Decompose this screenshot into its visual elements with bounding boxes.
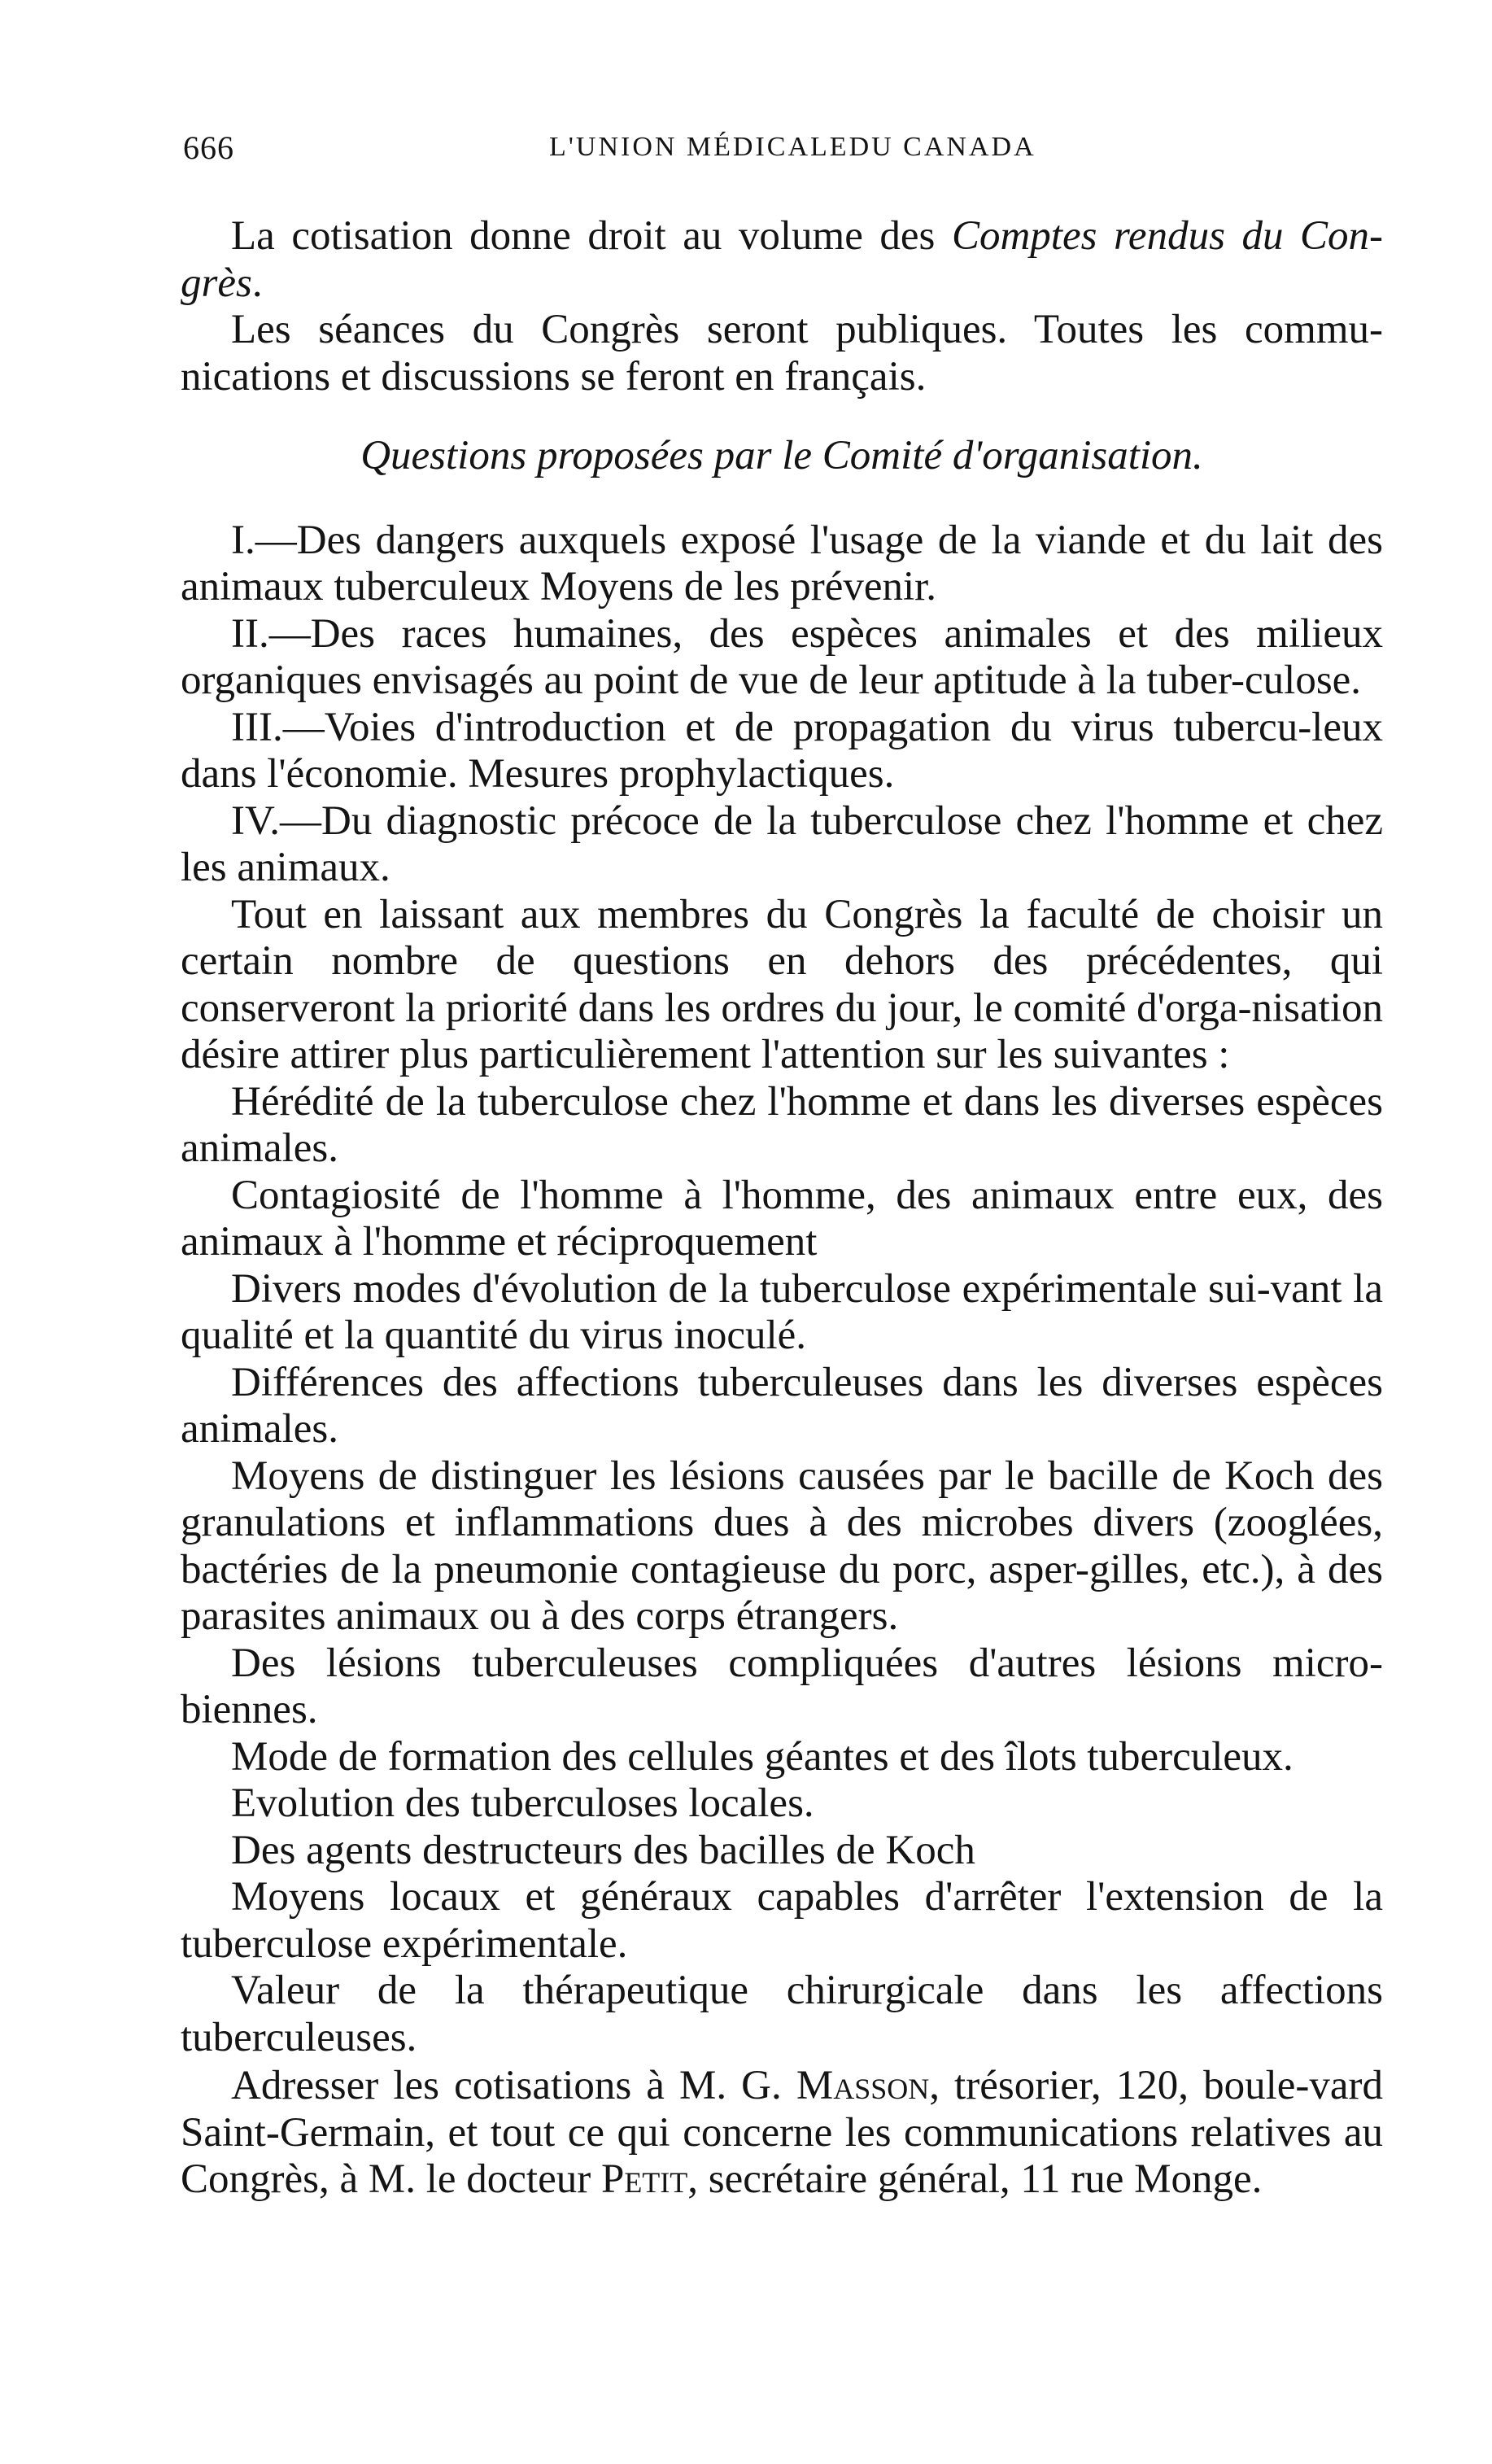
choice-paragraph: Tout en laissant aux membres du Congrès la faculté de choisir un certain nombre de questions en dehors des précédentes, qui conserveront la priorité dans les ordres du jour, le comité d'orga-nisation désire attirer plus particulièrement l'attention sur les suivantes : bbox=[181, 891, 1383, 1077]
questions-heading: Questions proposées par le Comité d'organisation. bbox=[360, 433, 1203, 478]
topic-item: Divers modes d'évolution de la tuberculose expérimentale sui-vant la qualité et la quantité du virus inoculé. bbox=[181, 1265, 1383, 1358]
topic-item: Des lésions tuberculeuses compliquées d'autres lésions micro-biennes. bbox=[181, 1640, 1383, 1732]
comptes-rendus-title: Comptes rendus du Con-grès bbox=[181, 213, 1383, 306]
question-item: II.—Des races humaines, des espèces animales et des milieux organiques envisagés au point de vue de leur aptitude à la tuber-culose. bbox=[181, 610, 1383, 703]
topic-item: Des agents destructeurs des bacilles de Koch bbox=[231, 1827, 975, 1873]
seances-paragraph: Les séances du Congrès seront publiques. Toutes les commu-nications et discussions se feront en français. bbox=[181, 307, 1383, 400]
topic-item: Différences des affections tuberculeuses dans les diverses espèces animales. bbox=[181, 1359, 1383, 1452]
topic-item: Evolution des tuberculoses locales. bbox=[231, 1780, 814, 1826]
page-header bbox=[183, 129, 1371, 177]
running-title: L'UNION MÉDICALEDU CANADA bbox=[549, 132, 1036, 162]
topic-item: Moyens de distinguer les lésions causées par le bacille de Koch des granulations et inflammations dues à des microbes divers (zooglées, bactéries de la pneumonie contagieuse du porc, asper-gilles, etc.), à des parasites animaux ou à des corps étrangers. bbox=[181, 1453, 1383, 1639]
question-item: IV.—Du diagnostic précoce de la tuberculose chez l'homme et chez les animaux. bbox=[181, 797, 1383, 890]
topic-item: Mode de formation des cellules géantes et des îlots tuberculeux. bbox=[231, 1733, 1294, 1780]
topic-item: Contagiosité de l'homme à l'homme, des animaux entre eux, des animaux à l'homme et réciproquement bbox=[181, 1172, 1383, 1265]
topic-item: Hérédité de la tuberculose chez l'homme et dans les diverses espèces animales. bbox=[181, 1078, 1383, 1171]
topic-item: Valeur de la thérapeutique chirurgicale dans les affections tuberculeuses. bbox=[181, 1968, 1383, 2060]
topic-item: Moyens locaux et généraux capables d'arrêter l'extension de la tuberculose expérimentale. bbox=[181, 1874, 1383, 1967]
question-item: I.—Des dangers auxquels exposé l'usage de la viande et du lait des animaux tuberculeux Moyens de les prévenir. bbox=[181, 517, 1383, 609]
question-item: III.—Voies d'introduction et de propagation du virus tubercu-leux dans l'économie. Mesures prophylactiques. bbox=[181, 704, 1383, 797]
treasurer-name: Masson bbox=[796, 2063, 930, 2108]
closing-paragraph: Adresser les cotisations à M. G. Masson, trésorier, 120, boule-vard Saint-Germain, et tout ce qui concerne les communications relatives au Congrès, à M. le docteur Petit, secrétaire général, 11 rue Monge. bbox=[181, 2063, 1383, 2202]
secretary-name: Petit bbox=[600, 2156, 688, 2202]
cotisation-paragraph: La cotisation donne droit au volume des Comptes rendus du Con-grès. bbox=[181, 213, 1383, 306]
page-body bbox=[181, 213, 1383, 2204]
page-number: 666 bbox=[183, 129, 234, 166]
